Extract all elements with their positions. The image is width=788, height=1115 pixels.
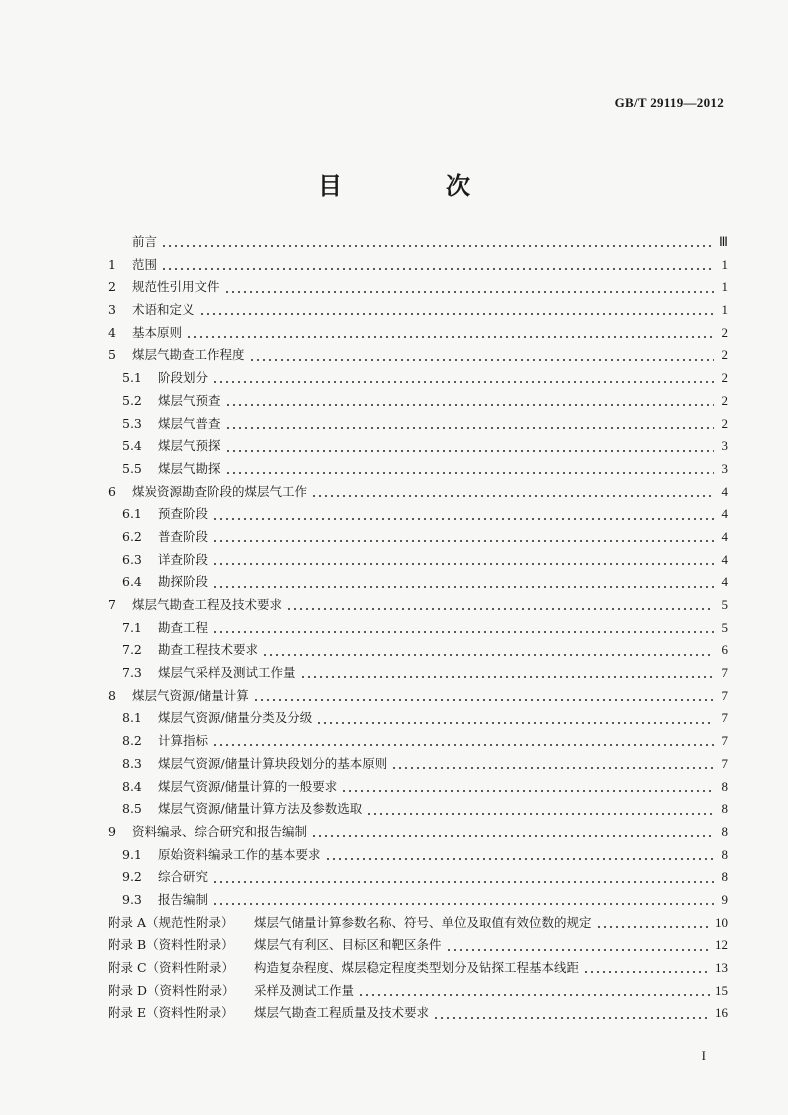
toc-entry[interactable] bbox=[108, 777, 728, 800]
toc-entry-page: 2 bbox=[721, 415, 728, 431]
toc-entry-label: 煤层气预查 bbox=[158, 392, 221, 408]
toc-leader-dots bbox=[391, 759, 714, 771]
toc-entry-label: 煤层气资源/储量计算 bbox=[132, 687, 249, 703]
toc-entry[interactable] bbox=[108, 731, 728, 754]
standard-code: GB/T 29119—2012 bbox=[614, 95, 724, 110]
toc-entry-label: 构造复杂程度、煤层稳定程度类型划分及钻探工程基本线距 bbox=[254, 960, 580, 975]
toc-entry[interactable] bbox=[108, 300, 728, 323]
toc-entry[interactable] bbox=[108, 232, 728, 255]
toc-entry-number: 5.5 bbox=[122, 460, 142, 476]
toc-entry-number: 5.4 bbox=[122, 438, 142, 454]
toc-entry-page: 7 bbox=[721, 733, 728, 749]
toc-entry-page: Ⅲ bbox=[719, 234, 728, 249]
toc-entry[interactable] bbox=[108, 572, 728, 595]
toc-entry-number: 7 bbox=[108, 597, 116, 612]
toc-entry-label: 煤层气普查 bbox=[158, 415, 221, 431]
toc-entry[interactable] bbox=[108, 323, 728, 346]
toc-leader-dots bbox=[446, 941, 711, 953]
toc-entry-number: 7.3 bbox=[122, 665, 142, 681]
toc-leader-dots bbox=[311, 487, 714, 499]
toc-entry[interactable] bbox=[108, 663, 728, 686]
toc-appendix-tag: 附录 D（资料性附录） bbox=[108, 982, 235, 998]
toc-entry-page: 9 bbox=[721, 891, 728, 907]
toc-entry-page: 8 bbox=[721, 823, 728, 839]
toc-leader-dots bbox=[262, 646, 714, 658]
toc-entry-number: 8.1 bbox=[122, 710, 142, 726]
toc-entry[interactable] bbox=[108, 981, 728, 1004]
toc-entry[interactable] bbox=[108, 368, 728, 391]
toc-entry[interactable] bbox=[108, 436, 728, 459]
toc-entry-label: 规范性引用文件 bbox=[132, 279, 220, 295]
toc-entry-label: 范围 bbox=[132, 256, 158, 272]
toc-entry-page: 8 bbox=[721, 778, 728, 794]
toc-leader-dots bbox=[212, 895, 714, 907]
toc-leader-dots bbox=[300, 668, 714, 680]
toc-leader-dots bbox=[311, 827, 714, 839]
toc-entry-number: 5.1 bbox=[122, 370, 142, 386]
toc-entry[interactable] bbox=[108, 935, 728, 958]
toc-entry-label: 资料编录、综合研究和报告编制 bbox=[132, 823, 308, 839]
toc-entry-label: 煤层气资源/储量计算块段划分的基本原则 bbox=[158, 755, 388, 771]
toc-entry-label: 阶段划分 bbox=[158, 370, 209, 386]
toc-entry-label: 煤层气勘查工作程度 bbox=[132, 347, 245, 363]
toc-entry-page: 7 bbox=[721, 665, 728, 681]
toc-entry-page: 7 bbox=[721, 687, 728, 703]
toc-leader-dots bbox=[225, 419, 714, 431]
toc-entry-number: 2 bbox=[108, 279, 116, 295]
toc-entry-label: 计算指标 bbox=[158, 733, 209, 749]
toc-entry-label: 预查阶段 bbox=[158, 506, 209, 522]
toc-leader-dots bbox=[225, 442, 714, 454]
toc-entry-number: 9 bbox=[108, 823, 116, 839]
toc-entry-label: 术语和定义 bbox=[132, 302, 195, 318]
toc-entry-label: 煤层气储量计算参数名称、符号、单位及取值有效位数的规定 bbox=[254, 914, 592, 930]
toc-entry-label: 煤层气预探 bbox=[158, 438, 221, 454]
toc-entry-label: 煤层气有利区、目标区和靶区条件 bbox=[254, 937, 442, 953]
toc-entry-number: 8.3 bbox=[122, 755, 142, 771]
toc-entry-number: 8.4 bbox=[122, 778, 142, 794]
toc-entry-number: 5.2 bbox=[122, 392, 142, 408]
toc-entry[interactable] bbox=[108, 754, 728, 777]
toc-entry-number: 9.3 bbox=[122, 891, 142, 907]
toc-leader-dots bbox=[316, 714, 714, 726]
toc-entry[interactable] bbox=[108, 504, 728, 527]
toc-leader-dots bbox=[161, 260, 714, 272]
toc-entry-page: 3 bbox=[721, 438, 728, 454]
toc-entry-page: 5 bbox=[721, 619, 728, 635]
toc-entry-page: 7 bbox=[721, 710, 728, 726]
toc-leader-dots bbox=[212, 373, 714, 385]
toc-leader-dots bbox=[286, 600, 714, 612]
toc-entry-label: 详查阶段 bbox=[158, 551, 209, 567]
toc-entry-page: 2 bbox=[721, 347, 728, 363]
toc-entry[interactable] bbox=[108, 890, 728, 913]
toc-entry-number: 6.2 bbox=[122, 528, 142, 544]
toc-entry-label: 煤炭资源勘查阶段的煤层气工作 bbox=[132, 483, 308, 499]
toc-entry-label: 煤层气资源/储量计算方法及参数选取 bbox=[158, 801, 363, 817]
toc-entry-page: 2 bbox=[721, 324, 728, 340]
toc-entry-label: 勘查工程技术要求 bbox=[158, 642, 259, 658]
toc-leader-dots bbox=[212, 873, 714, 885]
toc-entry[interactable] bbox=[108, 845, 728, 868]
toc-entry-number: 3 bbox=[108, 302, 116, 318]
toc-leader-dots bbox=[212, 623, 714, 635]
toc-entry-page: 1 bbox=[721, 302, 728, 318]
toc-entry[interactable] bbox=[108, 958, 728, 981]
toc-entry-label: 普查阶段 bbox=[158, 528, 209, 544]
toc-entry-number: 7.2 bbox=[122, 642, 142, 658]
toc-entry-page: 5 bbox=[721, 597, 728, 612]
toc-entry[interactable] bbox=[108, 686, 728, 709]
table-of-contents bbox=[108, 232, 728, 1026]
toc-entry-page: 4 bbox=[721, 506, 728, 522]
toc-entry-label: 综合研究 bbox=[158, 869, 209, 885]
toc-leader-dots bbox=[433, 1009, 711, 1021]
toc-entry-number: 6.1 bbox=[122, 506, 142, 522]
toc-entry-page: 8 bbox=[721, 869, 728, 885]
toc-entry-label: 勘查工程 bbox=[158, 619, 209, 635]
page-title: 目 次 bbox=[318, 172, 510, 200]
toc-entry-label: 前言 bbox=[132, 234, 158, 249]
toc-entry[interactable] bbox=[108, 822, 728, 845]
toc-leader-dots bbox=[212, 532, 714, 544]
toc-entry-number: 8.5 bbox=[122, 801, 142, 817]
toc-entry[interactable] bbox=[108, 391, 728, 414]
toc-leader-dots bbox=[212, 510, 714, 522]
toc-entry-page: 3 bbox=[721, 460, 728, 476]
toc-leader-dots bbox=[225, 464, 714, 476]
toc-entry-page: 4 bbox=[721, 528, 728, 544]
toc-entry-label: 煤层气采样及测试工作量 bbox=[158, 665, 296, 681]
toc-entry[interactable] bbox=[108, 708, 728, 731]
toc-entry[interactable] bbox=[108, 867, 728, 890]
toc-entry-number: 6.3 bbox=[122, 551, 142, 567]
toc-entry-page: 8 bbox=[721, 801, 728, 817]
toc-entry-page: 1 bbox=[721, 256, 728, 272]
toc-entry-label: 煤层气勘查工程质量及技术要求 bbox=[254, 1005, 430, 1021]
toc-leader-dots bbox=[253, 691, 714, 703]
toc-leader-dots bbox=[199, 305, 714, 317]
toc-entry-number: 9.2 bbox=[122, 869, 142, 885]
toc-leader-dots bbox=[212, 555, 714, 567]
toc-entry[interactable] bbox=[108, 550, 728, 573]
toc-entry-page: 12 bbox=[715, 937, 728, 953]
toc-entry-page: 16 bbox=[715, 1005, 728, 1021]
toc-entry-label: 基本原则 bbox=[132, 324, 183, 340]
toc-entry[interactable] bbox=[108, 277, 728, 300]
toc-entry-label: 煤层气资源/储量分类及分级 bbox=[158, 710, 313, 726]
toc-leader-dots bbox=[341, 782, 714, 794]
toc-entry[interactable] bbox=[108, 913, 728, 936]
toc-entry[interactable] bbox=[108, 459, 728, 482]
toc-entry-page: 8 bbox=[721, 846, 728, 862]
toc-leader-dots bbox=[225, 396, 714, 408]
toc-leader-dots bbox=[249, 351, 714, 363]
toc-entry-number: 6 bbox=[108, 483, 116, 499]
toc-entry-label: 采样及测试工作量 bbox=[254, 982, 355, 998]
toc-entry-page: 2 bbox=[721, 370, 728, 386]
toc-entry-page: 13 bbox=[715, 960, 728, 975]
toc-entry-number: 6.4 bbox=[122, 574, 142, 590]
toc-entry-label: 煤层气勘探 bbox=[158, 460, 221, 476]
toc-entry[interactable] bbox=[108, 640, 728, 663]
toc-entry-number: 5 bbox=[108, 347, 116, 363]
toc-entry-number: 8 bbox=[108, 687, 116, 703]
toc-entry-number: 1 bbox=[108, 256, 116, 272]
toc-entry-number: 7.1 bbox=[122, 619, 142, 635]
toc-entry-page: 7 bbox=[721, 755, 728, 771]
toc-leader-dots bbox=[358, 986, 711, 998]
toc-entry-number: 5.3 bbox=[122, 415, 142, 431]
toc-entry[interactable] bbox=[108, 482, 728, 505]
toc-entry-page: 15 bbox=[715, 982, 728, 998]
toc-entry-page: 6 bbox=[721, 642, 728, 658]
page-number: I bbox=[701, 1048, 706, 1063]
toc-appendix-tag: 附录 E（资料性附录） bbox=[108, 1005, 234, 1021]
toc-entry-label: 煤层气资源/储量计算的一般要求 bbox=[158, 778, 338, 794]
toc-entry[interactable] bbox=[108, 255, 728, 278]
toc-entry-page: 4 bbox=[721, 483, 728, 499]
toc-entry[interactable] bbox=[108, 1003, 728, 1026]
toc-entry-label: 原始资料编录工作的基本要求 bbox=[158, 846, 321, 862]
toc-entry-number: 4 bbox=[108, 324, 116, 340]
toc-appendix-tag: 附录 C（资料性附录） bbox=[108, 960, 235, 975]
toc-entry-number: 8.2 bbox=[122, 733, 142, 749]
toc-entry-label: 报告编制 bbox=[158, 891, 209, 907]
toc-leader-dots bbox=[224, 283, 714, 295]
toc-entry-page: 1 bbox=[721, 279, 728, 295]
toc-entry[interactable] bbox=[108, 799, 728, 822]
toc-entry-number: 9.1 bbox=[122, 846, 142, 862]
toc-leader-dots bbox=[161, 237, 714, 249]
toc-entry-label: 煤层气勘查工程及技术要求 bbox=[132, 597, 283, 612]
toc-leader-dots bbox=[366, 805, 714, 817]
toc-leader-dots bbox=[325, 850, 714, 862]
toc-leader-dots bbox=[186, 328, 714, 340]
toc-entry[interactable] bbox=[108, 595, 728, 618]
toc-entry-page: 4 bbox=[721, 551, 728, 567]
toc-leader-dots bbox=[212, 578, 714, 590]
toc-entry[interactable] bbox=[108, 527, 728, 550]
toc-entry[interactable] bbox=[108, 618, 728, 641]
toc-leader-dots bbox=[583, 963, 711, 975]
toc-entry[interactable] bbox=[108, 345, 728, 368]
toc-entry[interactable] bbox=[108, 414, 728, 437]
toc-entry-page: 10 bbox=[715, 914, 728, 930]
toc-entry-page: 4 bbox=[721, 574, 728, 590]
toc-entry-label: 勘探阶段 bbox=[158, 574, 209, 590]
toc-leader-dots bbox=[596, 918, 711, 930]
toc-leader-dots bbox=[212, 736, 714, 748]
toc-appendix-tag: 附录 A（规范性附录） bbox=[108, 914, 234, 930]
toc-appendix-tag: 附录 B（资料性附录） bbox=[108, 937, 234, 953]
toc-entry-page: 2 bbox=[721, 392, 728, 408]
